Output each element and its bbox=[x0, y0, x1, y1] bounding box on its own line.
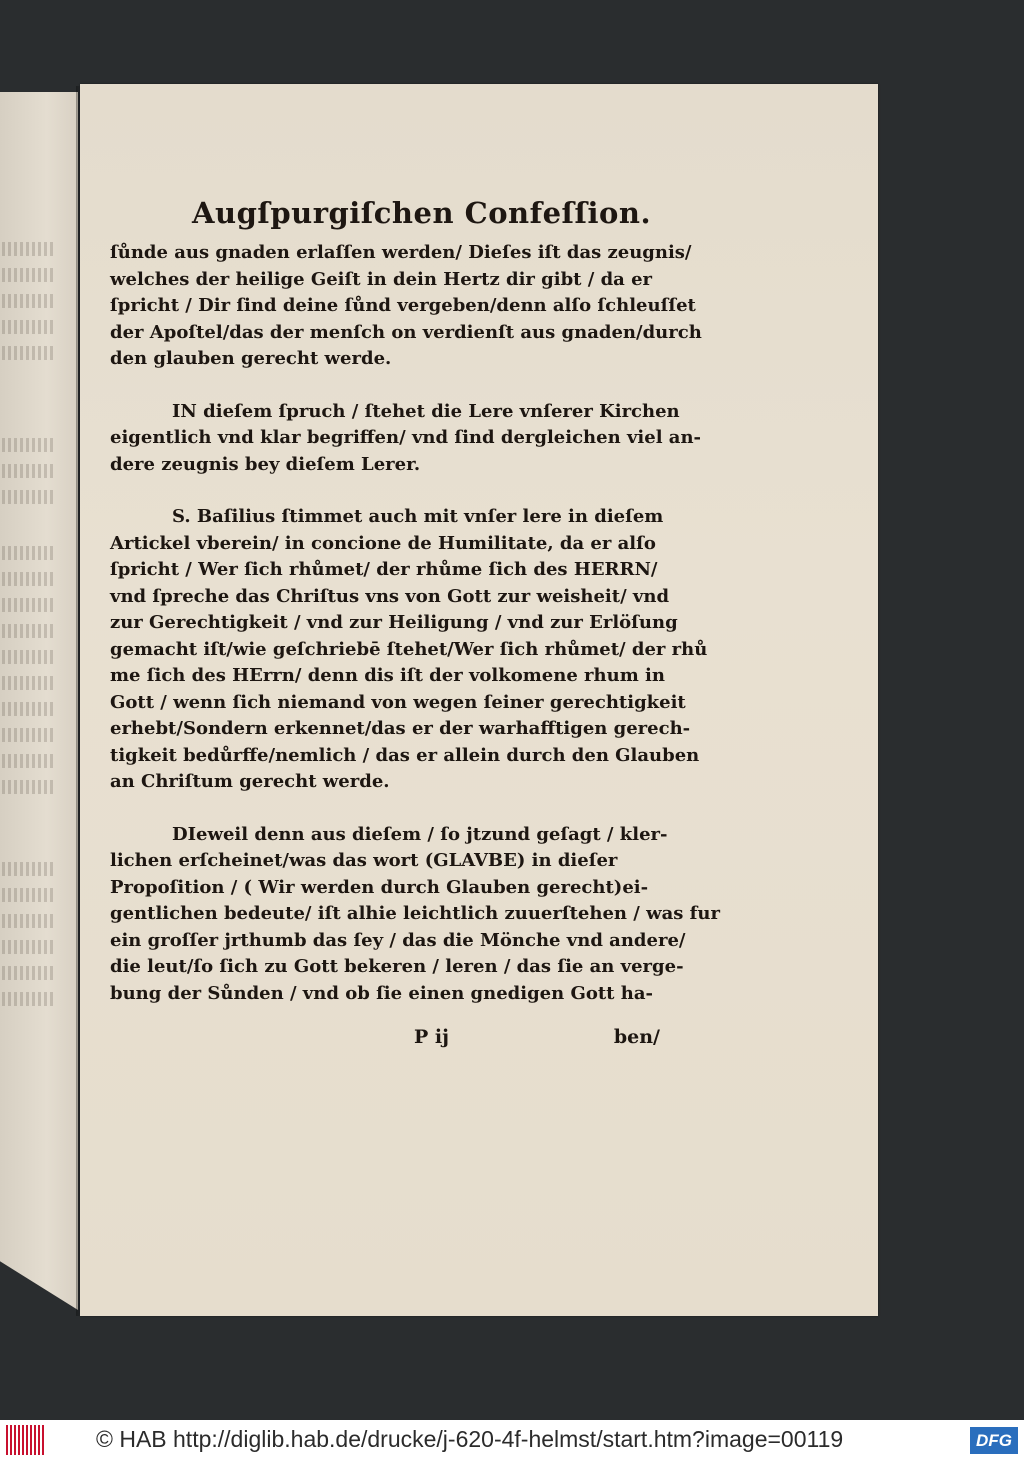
dfg-logo-icon[interactable]: DFG bbox=[970, 1427, 1018, 1454]
text-line: DIeweil denn aus dieſem / ſo jtzund geſagt / kler- bbox=[172, 823, 668, 845]
paragraph-gap bbox=[110, 478, 655, 504]
paragraph bbox=[110, 399, 702, 479]
viewer-footer bbox=[0, 1420, 1024, 1461]
signature-mark: P ij bbox=[414, 1026, 449, 1048]
paragraph-gap bbox=[110, 373, 655, 399]
text-line: ſůnde aus gnaden erlaſſen werden/ Dieſes iſt das zeugnis/ bbox=[110, 242, 692, 263]
copyright-url[interactable]: © HAB http://diglib.hab.de/drucke/j-620-4f-helmst/start.htm?image=00119 bbox=[96, 1426, 844, 1452]
bleed-through-mark bbox=[2, 438, 56, 452]
bleed-through-mark bbox=[2, 650, 56, 664]
bleed-through-mark bbox=[2, 242, 56, 256]
text-line: den glauben gerecht werde. bbox=[110, 348, 392, 369]
bleed-through-mark bbox=[2, 320, 56, 334]
text-line: erhebt/Sondern erkennet/das er der warhafftigen gerech- bbox=[110, 718, 691, 739]
text-line: gentlichen bedeute/ iſt alhie leichtlich zuuerſtehen / was fur bbox=[110, 903, 720, 924]
bleed-through-mark bbox=[2, 702, 56, 716]
text-line: bung der Sůnden / vnd ob ſie einen gnedigen Gott ha- bbox=[110, 982, 653, 1004]
catchword: ben/ bbox=[613, 1026, 660, 1048]
text-line: ſpricht / Wer ſich rhůmet/ der rhůme ſich des HERRN/ bbox=[110, 559, 658, 580]
hab-logo-icon[interactable] bbox=[6, 1425, 46, 1455]
text-line: Gott / wenn ſich niemand von wegen ſeiner gerechtigkeit bbox=[110, 691, 686, 713]
bleed-through-mark bbox=[2, 676, 56, 690]
running-head: Augſpurgiſchen Confeſſion. bbox=[192, 196, 652, 230]
bleed-through-mark bbox=[2, 464, 56, 478]
bleed-through-mark bbox=[2, 966, 56, 980]
paragraph bbox=[110, 504, 708, 796]
page-footer-row bbox=[400, 1026, 660, 1054]
bleed-through-mark bbox=[2, 780, 56, 794]
paragraph bbox=[110, 240, 702, 373]
bleed-through-mark bbox=[2, 728, 56, 742]
text-line: ein groſſer jrthumb das ſey / das die Mönche vnd andere/ bbox=[110, 929, 686, 951]
bleed-through-mark bbox=[2, 268, 56, 282]
facing-page-edge bbox=[0, 92, 78, 1310]
text-line: dere zeugnis bey dieſem Lerer. bbox=[110, 453, 421, 475]
bleed-through-mark bbox=[2, 914, 56, 928]
bleed-through-mark bbox=[2, 862, 56, 876]
book-page bbox=[80, 84, 878, 1316]
bleed-through-mark bbox=[2, 992, 56, 1006]
text-line: zur Gerechtigkeit / vnd zur Heiligung / vnd zur Erlöſung bbox=[110, 612, 678, 633]
text-line: lichen erſcheinet/was das wort (GLAVBE) in dieſer bbox=[110, 850, 618, 871]
text-line: vnd ſpreche das Chriſtus vns von Gott zur weisheit/ vnd bbox=[110, 585, 670, 607]
bleed-through-mark bbox=[2, 572, 56, 586]
text-line: gemacht iſt/wie geſchriebē ſtehet/Wer ſich rhůmet/ der rhů bbox=[110, 638, 708, 660]
bleed-through-mark bbox=[2, 624, 56, 638]
paragraph bbox=[110, 822, 720, 1008]
text-line: tigkeit bedůrffe/nemlich / das er allein durch den Glauben bbox=[110, 744, 700, 766]
text-line: die leut/ſo ſich zu Gott bekeren / leren / das ſie an verge- bbox=[110, 956, 684, 977]
text-line: me ſich des HErrn/ denn dis iſt der volkomene rhum in bbox=[110, 665, 665, 686]
text-line: Propoſition / ( Wir werden durch Glauben gerecht)ei- bbox=[110, 876, 649, 898]
paragraph-gap bbox=[110, 796, 655, 822]
bleed-through-mark bbox=[2, 940, 56, 954]
text-line: ſpricht / Dir ſind deine ſůnd vergeben/denn alſo ſchleuſſet bbox=[110, 295, 696, 316]
bleed-through-mark bbox=[2, 546, 56, 560]
bleed-through-mark bbox=[2, 346, 56, 360]
bleed-through-mark bbox=[2, 754, 56, 768]
text-line: IN dieſem ſpruch / ſtehet die Lere vnſerer Kirchen bbox=[172, 400, 680, 422]
text-line: eigentlich vnd klar begriffen/ vnd ſind dergleichen viel an- bbox=[110, 427, 702, 448]
body-text bbox=[110, 240, 720, 1007]
bleed-through-mark bbox=[2, 294, 56, 308]
text-line: welches der heilige Geiſt in dein Hertz dir gibt / da er bbox=[110, 268, 653, 290]
text-line: Artickel vberein/ in concione de Humilitate, da er alſo bbox=[110, 532, 656, 554]
bleed-through-mark bbox=[2, 598, 56, 612]
text-line: S. Baſilius ſtimmet auch mit vnſer lere in dieſem bbox=[172, 506, 664, 527]
text-line: der Apoſtel/das der menſch on verdienſt aus gnaden/durch bbox=[110, 321, 702, 343]
text-line: an Chriſtum gerecht werde. bbox=[110, 771, 390, 792]
bleed-through-mark bbox=[2, 888, 56, 902]
bleed-through-mark bbox=[2, 490, 56, 504]
